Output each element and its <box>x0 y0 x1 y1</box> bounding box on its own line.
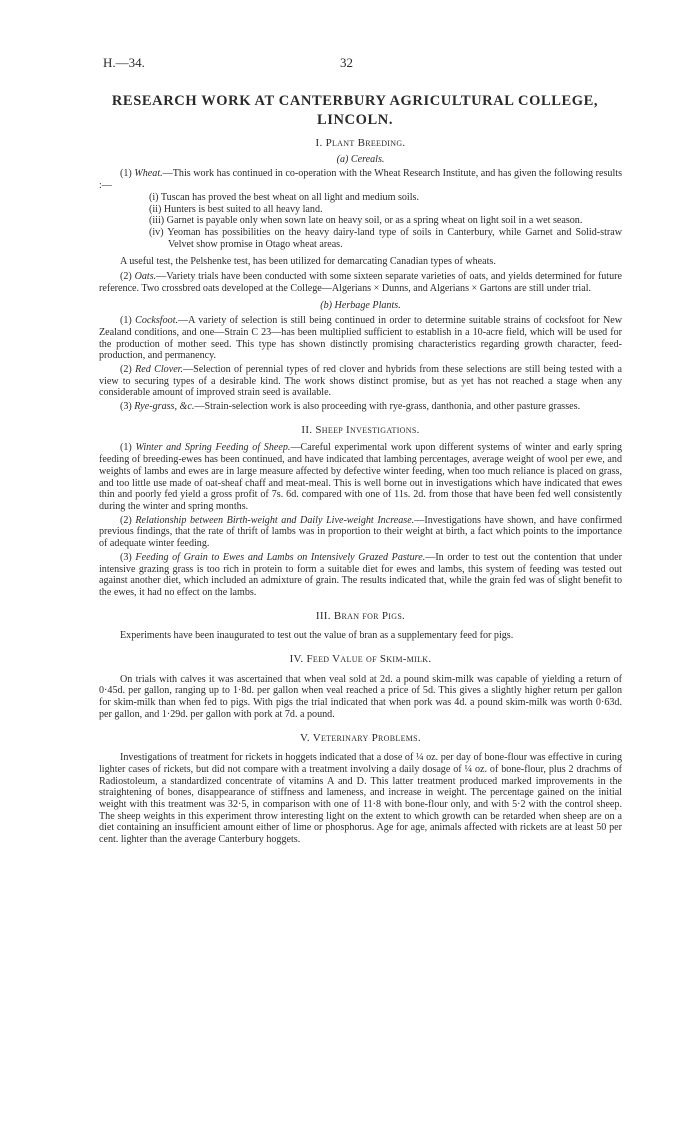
paragraph-title: Rye-grass, &c. <box>134 401 195 413</box>
paragraph-rye-grass: (3) Rye-grass, &c.—Strain-selection work is also proceeding with rye-grass, danthonia, and other pasture grasses. <box>120 401 581 413</box>
paragraph-skim-milk: On trials with calves it was ascertained that when veal sold at 2d. a pound skim-milk was capable of yielding a return of 0·45d. per gallon, ranging up to 1·8d. per gallon when veal reached a price of 5d. This gives a slightly higher return per gallon for skim-milk than when fed to pigs. With pigs the trial indicated that when pork was 4d. a pound skim-milk was worth 0·63d. per gallon, and 1·29d. per gallon with pork at 7d. a pound. <box>99 673 622 720</box>
paragraph-cocksfoot: (1) Cocksfoot.—A variety of selection is still being continued in order to determine suitable strains of cocksfoot for New Zealand conditions, and one—Strain C 23—has been multiplied sufficient to establish in a 10-acre field, which will be used for the production of mother seed. This type has shown distinctly promising characteristics regarding growth character, feed-production, and permanency. <box>99 315 623 362</box>
paragraph-title: Winter and Spring Feeding of Sheep. <box>135 442 291 454</box>
list-item: (iii) Garnet is payable only when sown late on heavy soil, or as a spring wheat on light soil in a wet season. <box>149 215 583 227</box>
section-heading-sheep-investigations: II. Sheep Investigations. <box>301 423 420 436</box>
wheat-results-list <box>99 192 622 251</box>
section-heading-skim-milk: IV. Feed Value of Skim-milk. <box>289 653 432 666</box>
section-heading-bran-for-pigs: III. Bran for Pigs. <box>315 609 406 622</box>
paragraph-pelshenke-test: A useful test, the Pelshenke test, has been utilized for demarcating Canadian types of wheats. <box>120 256 496 268</box>
paragraph-rickets: Investigations of treatment for rickets in hoggets indicated that a dose of ¼ oz. per day of bone-flour was effective in curing lighter cases of rickets, but did not compare with a treatment involving a daily dosage of ¼ oz. of bone-flour, plus 2 drachms of Radiostoleum, a standardized concentrate of vitamins A and D. This latter treatment produced marked improvements in the straightening of bones, disappearance of stiffness and lameness, and increase in weight. The percentage gained on the initial weight with this treatment was 32·5, in comparison with one of 11·8 with bone-flour only, and with 5·2 with the control sheep. The sheep weights in this experiment throw interesting light on the extent to which growth can be retarded when sheep are on a diet containing an insufficient amount either of lime or phosphorus. Age for age, animals affected with rickets are at least 50 per cent. lighter than the average Canterbury hoggets. <box>99 752 622 846</box>
paragraph-bran: Experiments have been inaugurated to test out the value of bran as a supplementary feed for pigs. <box>120 630 514 642</box>
document-reference: H.—34. <box>103 55 145 70</box>
paragraph-feeding-grain: (3) Feeding of Grain to Ewes and Lambs on Intensively Grazed Pasture.—In order to test out the contention that under intensive grazing grass is too rich in protein to form a suitable diet for ewes and lambs, this system of feeding was tested out against another diet, which included an admixture of grain. The results indicated that, while the grain fed was of slight benefit to the ewes, it had no effect on the lambs. <box>99 551 623 598</box>
paragraph-wheat: (1) Wheat.—This work has continued in co-operation with the Wheat Research Institute, and has given the following results :— <box>99 168 622 192</box>
paragraph-birth-weight: (2) Relationship between Birth-weight and Daily Live-weight Increase.—Investigations have shown, and have confirmed previous findings, that the rate of thrift of lambs was in proportion to their weight at birth, a fact which points to the importance of adequate winter feeding. <box>99 514 623 550</box>
paragraph-title: Relationship between Birth-weight and Daily Live-weight Increase. <box>135 514 415 526</box>
list-item: (ii) Hunters is best suited to all heavy land. <box>149 203 323 215</box>
paragraph-oats: (2) Oats.—Variety trials have been conducted with some sixteen separate varieties of oats, and yields determined for future reference. Two crossbred oats developed at the College—Algerians × Dunns, and Algerians × Gartons are still under trial. <box>99 271 622 294</box>
paragraph-title: Wheat. <box>134 168 163 180</box>
subheading-herbage-plants: (b) Herbage Plants. <box>320 300 401 312</box>
section-heading-plant-breeding: I. Plant Breeding. <box>315 137 406 149</box>
list-item: (iv) Yeoman has possibilities on the heavy dairy-land type of soils in Canterbury, while Garnet and Solid-straw Velvet show promise in Otago wheat areas. <box>149 226 622 250</box>
paragraph-title: Red Clover. <box>135 363 184 375</box>
document-body <box>99 138 622 846</box>
paragraph-title: Cocksfoot. <box>135 315 179 327</box>
page-title: RESEARCH WORK AT CANTERBURY AGRICULTURAL COLLEGE, LINCOLN. <box>111 93 599 128</box>
paragraph-red-clover: (2) Red Clover.—Selection of perennial types of red clover and hybrids from these selections are still being tested with a view to securing types of a desirable kind. The work shows distinct promise, but as yet has not reached a stage when any considerable amount of improved strain seed is available. <box>99 363 623 399</box>
paragraph-winter-feeding: (1) Winter and Spring Feeding of Sheep.—Careful experimental work upon different systems of winter and early spring feeding of breeding-ewes has been continued, and have indicated that lambing percentages, average weight of wool per ewe, and weights of lambs and ewes are in large measure affected by defective winter feeding, when too much reliance is placed on grass, and too little use made of oat-sheaf chaff and meat-meal. This is well borne out in investigations which have indicated that ewes thin and poorly fed yield a gross profit of 7s. 6d. compared with one of 11s. 2d. from those that have been fed well consistently during the winter and spring months. <box>99 442 623 512</box>
section-heading-veterinary-problems: V. Veterinary Problems. <box>300 731 421 744</box>
list-item: (i) Tuscan has proved the best wheat on all light and medium soils. <box>149 191 419 203</box>
paragraph-title: Oats. <box>134 271 157 283</box>
paragraph-title: Feeding of Grain to Ewes and Lambs on Intensively Grazed Pasture. <box>135 551 426 563</box>
subheading-cereals: (a) Cereals. <box>336 153 385 165</box>
page-number: 32 <box>340 55 353 70</box>
